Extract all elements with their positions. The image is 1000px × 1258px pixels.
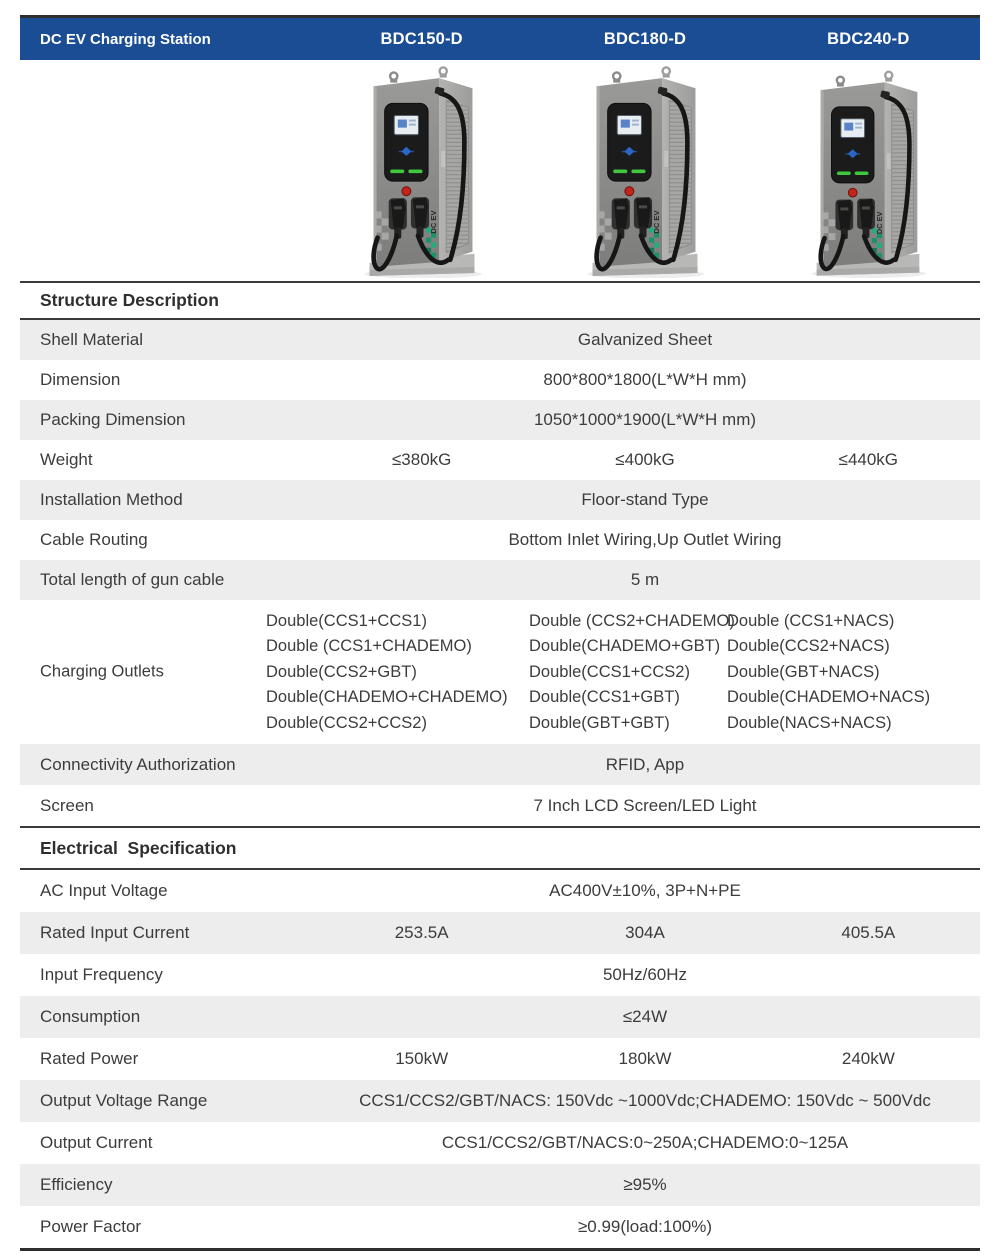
rated-input-current-bdc150: 253.5A	[394, 923, 449, 942]
row-label: Charging Outlets	[40, 662, 164, 681]
row-label: Consumption	[40, 1007, 141, 1026]
row-label: Efficiency	[40, 1175, 113, 1194]
outlet-option: Double (CCS1+NACS)	[727, 612, 895, 630]
row-label: Output Voltage Range	[40, 1091, 208, 1110]
structure-section-band	[20, 281, 980, 320]
row-label: Screen	[40, 795, 94, 815]
outlet-option: Double(NACS+NACS)	[727, 713, 892, 732]
spec-row-power-factor	[20, 1206, 980, 1248]
outlet-option: Double(CHADEMO+NACS)	[727, 688, 931, 707]
spec-row-weight	[20, 440, 980, 480]
outlet-option: Double(CHADEMO+CHADEMO)	[266, 688, 508, 707]
product-images-row	[20, 60, 980, 281]
charging-outlets-bdc180	[529, 609, 735, 736]
row-value: CCS1/CCS2/GBT/NACS:0~250A;CHADEMO:0~125A	[441, 1133, 849, 1152]
product-image-bdc150	[310, 60, 533, 281]
rated-input-current-bdc240: 405.5A	[841, 923, 896, 942]
row-label: AC Input Voltage	[40, 881, 168, 900]
spec-row-cable-routing	[20, 520, 980, 560]
bottom-divider	[20, 1248, 980, 1251]
row-value: Floor-stand Type	[581, 490, 709, 509]
spec-row-connectivity	[20, 744, 980, 785]
outlet-option: Double(CCS1+GBT)	[529, 688, 680, 707]
weight-bdc240: ≤440kG	[838, 450, 899, 469]
weight-bdc150: ≤380kG	[391, 450, 452, 469]
spec-row-efficiency	[20, 1164, 980, 1206]
electrical-section-title: Electrical Specification	[40, 837, 237, 858]
spec-row-input-frequency	[20, 954, 980, 996]
charging-outlets-bdc150	[266, 609, 508, 736]
charging-station-image	[569, 60, 721, 278]
outlet-option: Double(CCS2+GBT)	[266, 662, 417, 681]
rated-input-current-bdc180: 304A	[625, 923, 665, 942]
table-header-bar	[20, 18, 980, 60]
rated-power-bdc180: 180kW	[618, 1049, 672, 1068]
spec-row-output-current	[20, 1122, 980, 1164]
charging-station-image	[346, 60, 498, 278]
electrical-section-band	[20, 826, 980, 870]
spec-row-rated-input-current	[20, 912, 980, 954]
outlet-option: Double(GBT+NACS)	[727, 662, 880, 681]
row-value: ≥0.99(load:100%)	[577, 1217, 713, 1236]
model-header-bdc150: BDC150-D	[380, 29, 463, 48]
charging-station-image	[794, 64, 942, 278]
row-value: RFID, App	[605, 754, 685, 774]
spec-row-installation-method	[20, 480, 980, 520]
row-value: 1050*1000*1900(L*W*H mm)	[533, 410, 757, 429]
outlet-option: Double(CHADEMO+GBT)	[529, 637, 721, 656]
row-label: Output Current	[40, 1133, 153, 1152]
model-header-bdc240: BDC240-D	[827, 29, 910, 48]
row-label: Cable Routing	[40, 530, 148, 549]
rated-power-bdc240: 240kW	[841, 1049, 895, 1068]
spec-row-dimension	[20, 360, 980, 400]
row-label: Weight	[40, 450, 93, 469]
model-header-bdc180: BDC180-D	[603, 29, 687, 48]
row-value: Bottom Inlet Wiring,Up Outlet Wiring	[508, 530, 782, 549]
spec-row-charging-outlets	[20, 600, 980, 744]
spec-row-rated-power	[20, 1038, 980, 1080]
row-label: Input Frequency	[40, 965, 163, 984]
row-label: Dimension	[40, 370, 121, 389]
outlet-option: Double(CCS1+CCS1)	[266, 612, 427, 630]
row-value: CCS1/CCS2/GBT/NACS: 150Vdc ~1000Vdc;CHADEMO: 150Vdc ~ 500Vdc	[359, 1091, 931, 1110]
row-value: 7 Inch LCD Screen/LED Light	[533, 795, 757, 815]
outlet-option: Double(CCS2+NACS)	[727, 637, 890, 656]
row-label: Connectivity Authorization	[40, 754, 236, 774]
spec-row-gun-cable-length	[20, 560, 980, 600]
product-image-bdc180	[533, 60, 756, 281]
row-label: Packing Dimension	[40, 410, 186, 429]
row-value: 5 m	[630, 570, 660, 589]
spec-row-packing-dimension	[20, 400, 980, 440]
row-value: ≤24W	[622, 1007, 668, 1026]
outlet-option: Double(CCS2+CCS2)	[266, 713, 427, 732]
spec-row-ac-input-voltage	[20, 870, 980, 912]
spec-row-shell-material	[20, 320, 980, 360]
spec-row-output-voltage-range	[20, 1080, 980, 1122]
row-label: Rated Input Current	[40, 923, 190, 942]
charging-outlets-bdc240	[727, 609, 930, 736]
row-label: Shell Material	[40, 330, 143, 349]
structure-section-title: Structure Description	[40, 290, 219, 310]
outlet-option: Double (CCS1+CHADEMO)	[266, 637, 472, 656]
row-label: Installation Method	[40, 490, 183, 509]
row-value: 50Hz/60Hz	[602, 965, 688, 984]
product-image-bdc240	[757, 60, 980, 281]
row-value: AC400V±10%, 3P+N+PE	[549, 881, 741, 900]
weight-bdc180: ≤400kG	[615, 450, 675, 469]
row-value: Galvanized Sheet	[577, 330, 713, 349]
row-label: Power Factor	[40, 1217, 142, 1236]
row-value: ≥95%	[623, 1175, 667, 1194]
spec-row-consumption	[20, 996, 980, 1038]
spec-row-screen	[20, 785, 980, 826]
row-label: Total length of gun cable	[40, 570, 225, 589]
outlet-option: Double(GBT+GBT)	[529, 713, 670, 732]
outlet-option: Double(CCS1+CCS2)	[529, 662, 690, 681]
row-label: Rated Power	[40, 1049, 139, 1068]
rated-power-bdc150: 150kW	[395, 1049, 449, 1068]
row-value: 800*800*1800(L*W*H mm)	[543, 370, 747, 389]
outlet-option: Double (CCS2+CHADEMO)	[529, 612, 735, 630]
table-header-title: DC EV Charging Station	[40, 30, 211, 48]
